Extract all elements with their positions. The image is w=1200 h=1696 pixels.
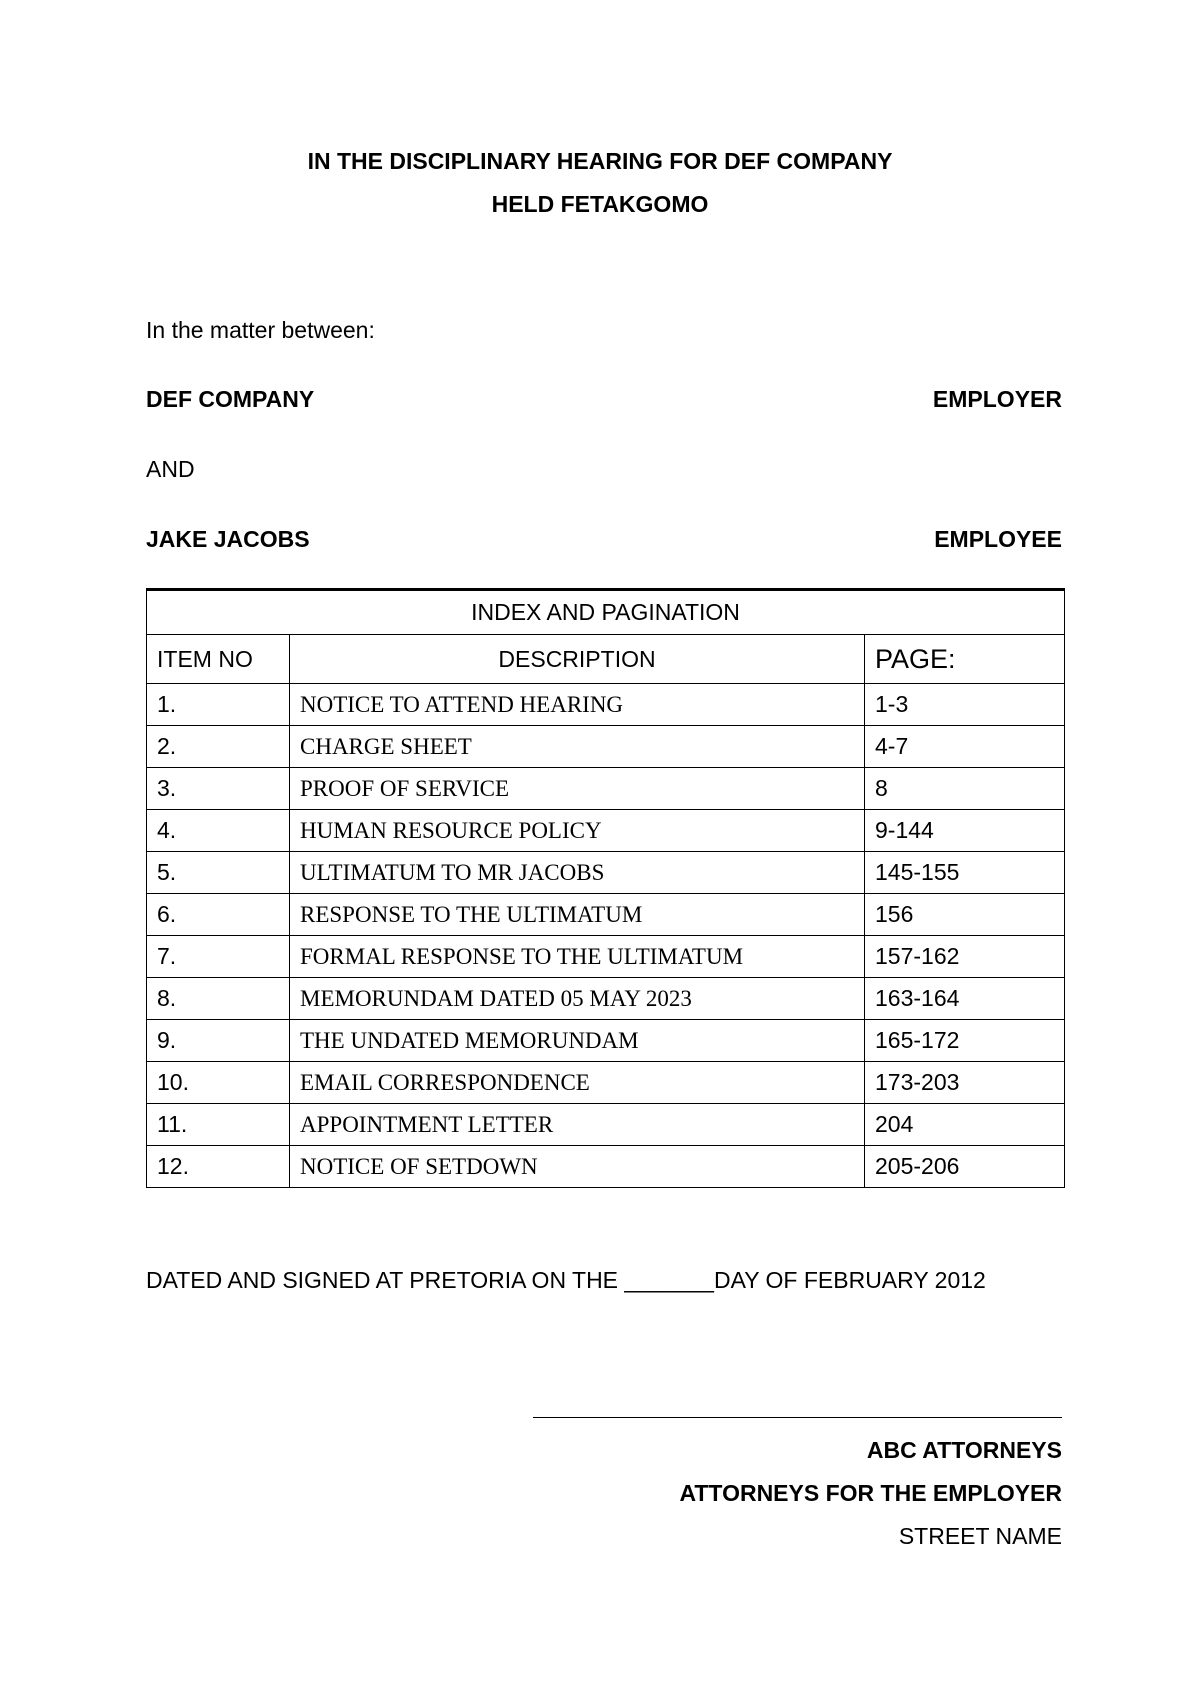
row-description: RESPONSE TO THE ULTIMATUM	[290, 894, 865, 936]
party1-role: EMPLOYER	[932, 386, 1062, 412]
row-item-no: 4.	[147, 810, 290, 852]
table-row	[147, 810, 1065, 852]
row-description: MEMORUNDAM DATED 05 MAY 2023	[290, 978, 865, 1020]
table-row	[147, 1020, 1065, 1062]
row-page: 156	[865, 894, 1065, 936]
party1-name: DEF COMPANY	[146, 386, 315, 412]
index-title-row	[147, 590, 1065, 635]
party2-name: JAKE JACOBS	[146, 526, 310, 552]
row-page: 163-164	[865, 978, 1065, 1020]
party2-role: EMPLOYEE	[934, 526, 1062, 552]
header-item-no: ITEM NO	[147, 635, 290, 684]
table-row	[147, 936, 1065, 978]
index-title: INDEX AND PAGINATION	[147, 590, 1065, 635]
row-description: CHARGE SHEET	[290, 726, 865, 768]
row-page: 9-144	[865, 810, 1065, 852]
table-row	[147, 894, 1065, 936]
row-page: 165-172	[865, 1020, 1065, 1062]
row-item-no: 11.	[147, 1104, 290, 1146]
row-item-no: 8.	[147, 978, 290, 1020]
header-page: PAGE:	[865, 635, 1065, 684]
parties-intro: In the matter between:	[146, 317, 375, 343]
row-description: FORMAL RESPONSE TO THE ULTIMATUM	[290, 936, 865, 978]
index-table	[146, 588, 1065, 1188]
row-item-no: 5.	[147, 852, 290, 894]
firm-address: STREET NAME	[898, 1523, 1062, 1549]
table-row	[147, 684, 1065, 726]
row-description: NOTICE TO ATTEND HEARING	[290, 684, 865, 726]
row-description: NOTICE OF SETDOWN	[290, 1146, 865, 1188]
row-item-no: 10.	[147, 1062, 290, 1104]
row-page: 173-203	[865, 1062, 1065, 1104]
row-item-no: 7.	[147, 936, 290, 978]
heading-line-1: IN THE DISCIPLINARY HEARING FOR DEF COMPANY	[307, 148, 893, 174]
index-header-row	[147, 635, 1065, 684]
row-page: 145-155	[865, 852, 1065, 894]
row-item-no: 9.	[147, 1020, 290, 1062]
row-page: 204	[865, 1104, 1065, 1146]
table-row	[147, 1062, 1065, 1104]
row-page: 157-162	[865, 936, 1065, 978]
row-description: ULTIMATUM TO MR JACOBS	[290, 852, 865, 894]
row-item-no: 2.	[147, 726, 290, 768]
row-page: 205-206	[865, 1146, 1065, 1188]
firm-name: ABC ATTORNEYS	[866, 1437, 1062, 1463]
firm-capacity: ATTORNEYS FOR THE EMPLOYER	[679, 1480, 1062, 1506]
row-item-no: 1.	[147, 684, 290, 726]
row-description: EMAIL CORRESPONDENCE	[290, 1062, 865, 1104]
dated-signed-line: DATED AND SIGNED AT PRETORIA ON THE _______DAY OF FEBRUARY 2012	[146, 1267, 986, 1293]
row-description: APPOINTMENT LETTER	[290, 1104, 865, 1146]
row-page: 8	[865, 768, 1065, 810]
table-row	[147, 1104, 1065, 1146]
row-page: 1-3	[865, 684, 1065, 726]
parties-conjunction: AND	[146, 456, 195, 482]
row-item-no: 6.	[147, 894, 290, 936]
row-item-no: 3.	[147, 768, 290, 810]
row-item-no: 12.	[147, 1146, 290, 1188]
row-description: PROOF OF SERVICE	[290, 768, 865, 810]
table-row	[147, 768, 1065, 810]
table-row	[147, 852, 1065, 894]
row-description: HUMAN RESOURCE POLICY	[290, 810, 865, 852]
heading-line-2: HELD FETAKGOMO	[491, 191, 709, 217]
header-description: DESCRIPTION	[290, 635, 865, 684]
table-row	[147, 1146, 1065, 1188]
table-row	[147, 978, 1065, 1020]
table-row	[147, 726, 1065, 768]
row-page: 4-7	[865, 726, 1065, 768]
row-description: THE UNDATED MEMORUNDAM	[290, 1020, 865, 1062]
signature-line	[533, 1417, 1062, 1418]
